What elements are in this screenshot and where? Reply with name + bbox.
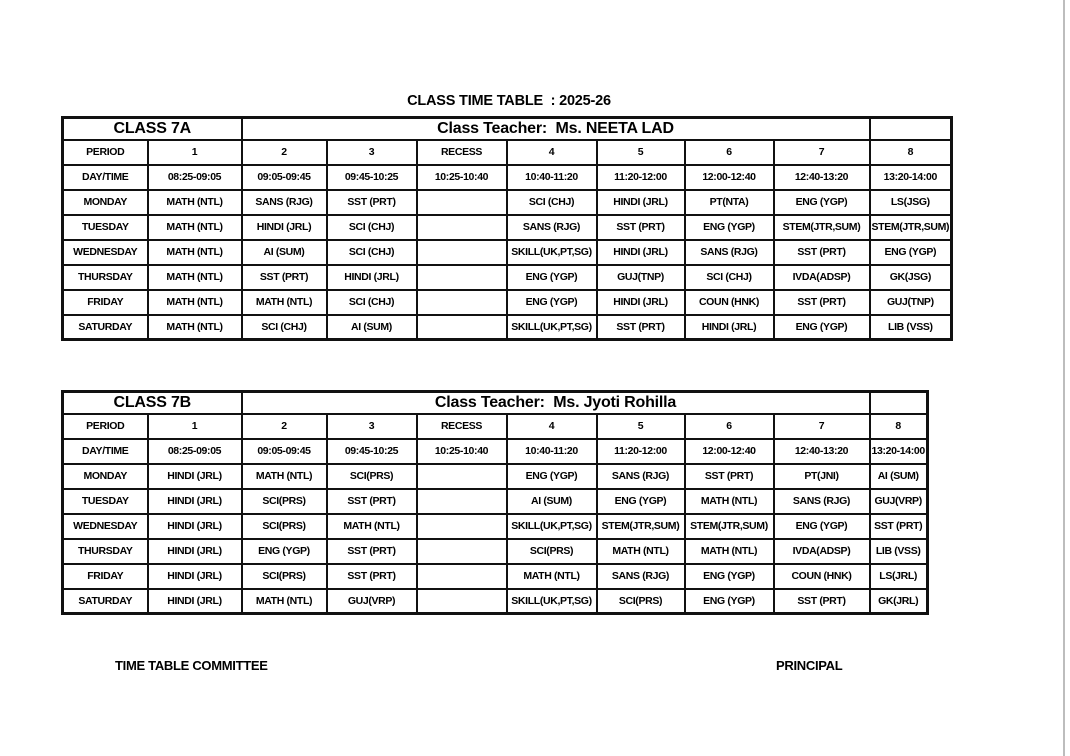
subject-cell: GUJ(VRP): [327, 589, 417, 614]
subject-cell: MATH (NTL): [148, 290, 242, 315]
footer-committee-label: TIME TABLE COMMITTEE: [115, 658, 268, 673]
period-number: RECESS: [417, 414, 507, 439]
subject-cell: ENG (YGP): [774, 190, 870, 215]
period-number: 4: [507, 140, 597, 165]
subject-cell: STEM(JTR,SUM): [597, 514, 685, 539]
period-number: 5: [597, 140, 685, 165]
day-label: TUESDAY: [63, 215, 148, 240]
subject-cell: SST (PRT): [774, 240, 870, 265]
subject-cell: [417, 514, 507, 539]
period-number: 6: [685, 140, 774, 165]
subject-cell: MATH (NTL): [327, 514, 417, 539]
subject-cell: ENG (YGP): [774, 315, 870, 340]
time-slot: 12:40-13:20: [774, 165, 870, 190]
time-slot: 12:40-13:20: [774, 439, 870, 464]
subject-cell: SKILL(UK,PT,SG): [507, 240, 597, 265]
subject-cell: AI (SUM): [327, 315, 417, 340]
subject-cell: SANS (RJG): [507, 215, 597, 240]
period-number: RECESS: [417, 140, 507, 165]
time-slot: 11:20-12:00: [597, 165, 685, 190]
subject-cell: MATH (NTL): [597, 539, 685, 564]
subject-cell: SST (PRT): [327, 190, 417, 215]
subject-cell: SCI (CHJ): [685, 265, 774, 290]
time-slot: 13:20-14:00: [870, 439, 928, 464]
class-label: CLASS 7A: [63, 118, 242, 140]
day-label: TUESDAY: [63, 489, 148, 514]
subject-cell: SST (PRT): [242, 265, 327, 290]
subject-cell: MATH (NTL): [242, 589, 327, 614]
subject-cell: HINDI (JRL): [327, 265, 417, 290]
period-number: 1: [148, 140, 242, 165]
subject-cell: SST (PRT): [774, 290, 870, 315]
day-time-header: DAY/TIME: [63, 165, 148, 190]
period-number: 5: [597, 414, 685, 439]
subject-cell: SCI(PRS): [507, 539, 597, 564]
day-time-header: DAY/TIME: [63, 439, 148, 464]
subject-cell: SCI (CHJ): [327, 290, 417, 315]
day-label: FRIDAY: [63, 290, 148, 315]
time-slot: 10:25-10:40: [417, 439, 507, 464]
subject-cell: [417, 464, 507, 489]
class-teacher-label: Class Teacher: Ms. NEETA LAD: [242, 118, 870, 140]
subject-cell: [417, 564, 507, 589]
subject-cell: HINDI (JRL): [148, 564, 242, 589]
time-slot: 11:20-12:00: [597, 439, 685, 464]
subject-cell: MATH (NTL): [148, 315, 242, 340]
subject-cell: ENG (YGP): [870, 240, 952, 265]
corner-cell: [870, 392, 928, 414]
time-slot: 08:25-09:05: [148, 165, 242, 190]
corner-cell: [870, 118, 952, 140]
timetable-grid: [61, 390, 929, 615]
timetable-class-7b: [61, 390, 929, 615]
subject-cell: HINDI (JRL): [148, 464, 242, 489]
period-number: 1: [148, 414, 242, 439]
subject-cell: SCI (CHJ): [327, 240, 417, 265]
subject-cell: GUJ(TNP): [597, 265, 685, 290]
subject-cell: ENG (YGP): [242, 539, 327, 564]
subject-cell: MATH (NTL): [507, 564, 597, 589]
subject-cell: SST (PRT): [327, 564, 417, 589]
subject-cell: [417, 290, 507, 315]
subject-cell: ENG (YGP): [507, 464, 597, 489]
subject-cell: HINDI (JRL): [685, 315, 774, 340]
subject-cell: AI (SUM): [507, 489, 597, 514]
subject-cell: AI (SUM): [870, 464, 928, 489]
subject-cell: SCI(PRS): [242, 489, 327, 514]
subject-cell: SCI(PRS): [597, 589, 685, 614]
time-slot: 09:05-09:45: [242, 165, 327, 190]
subject-cell: HINDI (JRL): [148, 489, 242, 514]
subject-cell: HINDI (JRL): [597, 190, 685, 215]
subject-cell: SANS (RJG): [597, 464, 685, 489]
subject-cell: [417, 489, 507, 514]
time-slot: 09:05-09:45: [242, 439, 327, 464]
subject-cell: HINDI (JRL): [597, 290, 685, 315]
subject-cell: STEM(JTR,SUM): [774, 215, 870, 240]
day-label: MONDAY: [63, 464, 148, 489]
timetable-grid: [61, 116, 953, 341]
day-label: FRIDAY: [63, 564, 148, 589]
subject-cell: [417, 240, 507, 265]
subject-cell: SCI (CHJ): [507, 190, 597, 215]
subject-cell: SCI (CHJ): [327, 215, 417, 240]
period-number: 8: [870, 140, 952, 165]
subject-cell: LS(JRL): [870, 564, 928, 589]
subject-cell: SST (PRT): [597, 215, 685, 240]
subject-cell: SANS (RJG): [685, 240, 774, 265]
period-header: PERIOD: [63, 140, 148, 165]
time-slot: 10:40-11:20: [507, 165, 597, 190]
subject-cell: SANS (RJG): [597, 564, 685, 589]
period-number: 3: [327, 414, 417, 439]
subject-cell: ENG (YGP): [507, 265, 597, 290]
subject-cell: HINDI (JRL): [242, 215, 327, 240]
time-slot: 09:45-10:25: [327, 439, 417, 464]
subject-cell: [417, 315, 507, 340]
period-number: 7: [774, 140, 870, 165]
subject-cell: SST (PRT): [870, 514, 928, 539]
subject-cell: GUJ(TNP): [870, 290, 952, 315]
subject-cell: MATH (NTL): [242, 464, 327, 489]
subject-cell: MATH (NTL): [148, 240, 242, 265]
subject-cell: SST (PRT): [774, 589, 870, 614]
subject-cell: SKILL(UK,PT,SG): [507, 315, 597, 340]
subject-cell: MATH (NTL): [685, 489, 774, 514]
period-number: 2: [242, 414, 327, 439]
subject-cell: SCI(PRS): [242, 564, 327, 589]
subject-cell: MATH (NTL): [685, 539, 774, 564]
subject-cell: GK(JRL): [870, 589, 928, 614]
timetable-class-7a: [61, 116, 953, 341]
subject-cell: IVDA(ADSP): [774, 539, 870, 564]
subject-cell: [417, 215, 507, 240]
subject-cell: SANS (RJG): [242, 190, 327, 215]
day-label: THURSDAY: [63, 265, 148, 290]
subject-cell: SST (PRT): [597, 315, 685, 340]
subject-cell: ENG (YGP): [507, 290, 597, 315]
subject-cell: HINDI (JRL): [597, 240, 685, 265]
day-label: THURSDAY: [63, 539, 148, 564]
subject-cell: [417, 190, 507, 215]
subject-cell: SST (PRT): [327, 539, 417, 564]
subject-cell: COUN (HNK): [685, 290, 774, 315]
page-edge-line: [1063, 0, 1065, 756]
time-slot: 08:25-09:05: [148, 439, 242, 464]
subject-cell: HINDI (JRL): [148, 589, 242, 614]
day-label: MONDAY: [63, 190, 148, 215]
subject-cell: SCI (CHJ): [242, 315, 327, 340]
subject-cell: PT(JNI): [774, 464, 870, 489]
subject-cell: MATH (NTL): [148, 190, 242, 215]
time-slot: 12:00-12:40: [685, 165, 774, 190]
day-label: WEDNESDAY: [63, 240, 148, 265]
subject-cell: MATH (NTL): [148, 265, 242, 290]
subject-cell: SST (PRT): [685, 464, 774, 489]
subject-cell: AI (SUM): [242, 240, 327, 265]
class-teacher-label: Class Teacher: Ms. Jyoti Rohilla: [242, 392, 870, 414]
subject-cell: ENG (YGP): [685, 215, 774, 240]
day-label: WEDNESDAY: [63, 514, 148, 539]
day-label: SATURDAY: [63, 589, 148, 614]
subject-cell: ENG (YGP): [774, 514, 870, 539]
page-title: CLASS TIME TABLE : 2025-26: [407, 93, 611, 109]
subject-cell: [417, 265, 507, 290]
period-number: 6: [685, 414, 774, 439]
period-number: 8: [870, 414, 928, 439]
period-header: PERIOD: [63, 414, 148, 439]
subject-cell: HINDI (JRL): [148, 539, 242, 564]
period-number: 4: [507, 414, 597, 439]
day-label: SATURDAY: [63, 315, 148, 340]
time-slot: 09:45-10:25: [327, 165, 417, 190]
time-slot: 13:20-14:00: [870, 165, 952, 190]
subject-cell: LIB (VSS): [870, 315, 952, 340]
subject-cell: ENG (YGP): [597, 489, 685, 514]
subject-cell: GK(JSG): [870, 265, 952, 290]
subject-cell: [417, 589, 507, 614]
subject-cell: SST (PRT): [327, 489, 417, 514]
subject-cell: SKILL(UK,PT,SG): [507, 514, 597, 539]
subject-cell: MATH (NTL): [242, 290, 327, 315]
period-number: 3: [327, 140, 417, 165]
subject-cell: STEM(JTR,SUM): [870, 215, 952, 240]
subject-cell: LS(JSG): [870, 190, 952, 215]
time-slot: 10:25-10:40: [417, 165, 507, 190]
subject-cell: MATH (NTL): [148, 215, 242, 240]
class-label: CLASS 7B: [63, 392, 242, 414]
subject-cell: HINDI (JRL): [148, 514, 242, 539]
period-number: 7: [774, 414, 870, 439]
subject-cell: ENG (YGP): [685, 564, 774, 589]
subject-cell: SANS (RJG): [774, 489, 870, 514]
subject-cell: IVDA(ADSP): [774, 265, 870, 290]
subject-cell: SKILL(UK,PT,SG): [507, 589, 597, 614]
subject-cell: SCI(PRS): [327, 464, 417, 489]
subject-cell: STEM(JTR,SUM): [685, 514, 774, 539]
subject-cell: ENG (YGP): [685, 589, 774, 614]
subject-cell: GUJ(VRP): [870, 489, 928, 514]
time-slot: 10:40-11:20: [507, 439, 597, 464]
subject-cell: [417, 539, 507, 564]
period-number: 2: [242, 140, 327, 165]
subject-cell: LIB (VSS): [870, 539, 928, 564]
footer-principal-label: PRINCIPAL: [776, 658, 843, 673]
subject-cell: SCI(PRS): [242, 514, 327, 539]
subject-cell: PT(NTA): [685, 190, 774, 215]
subject-cell: COUN (HNK): [774, 564, 870, 589]
time-slot: 12:00-12:40: [685, 439, 774, 464]
